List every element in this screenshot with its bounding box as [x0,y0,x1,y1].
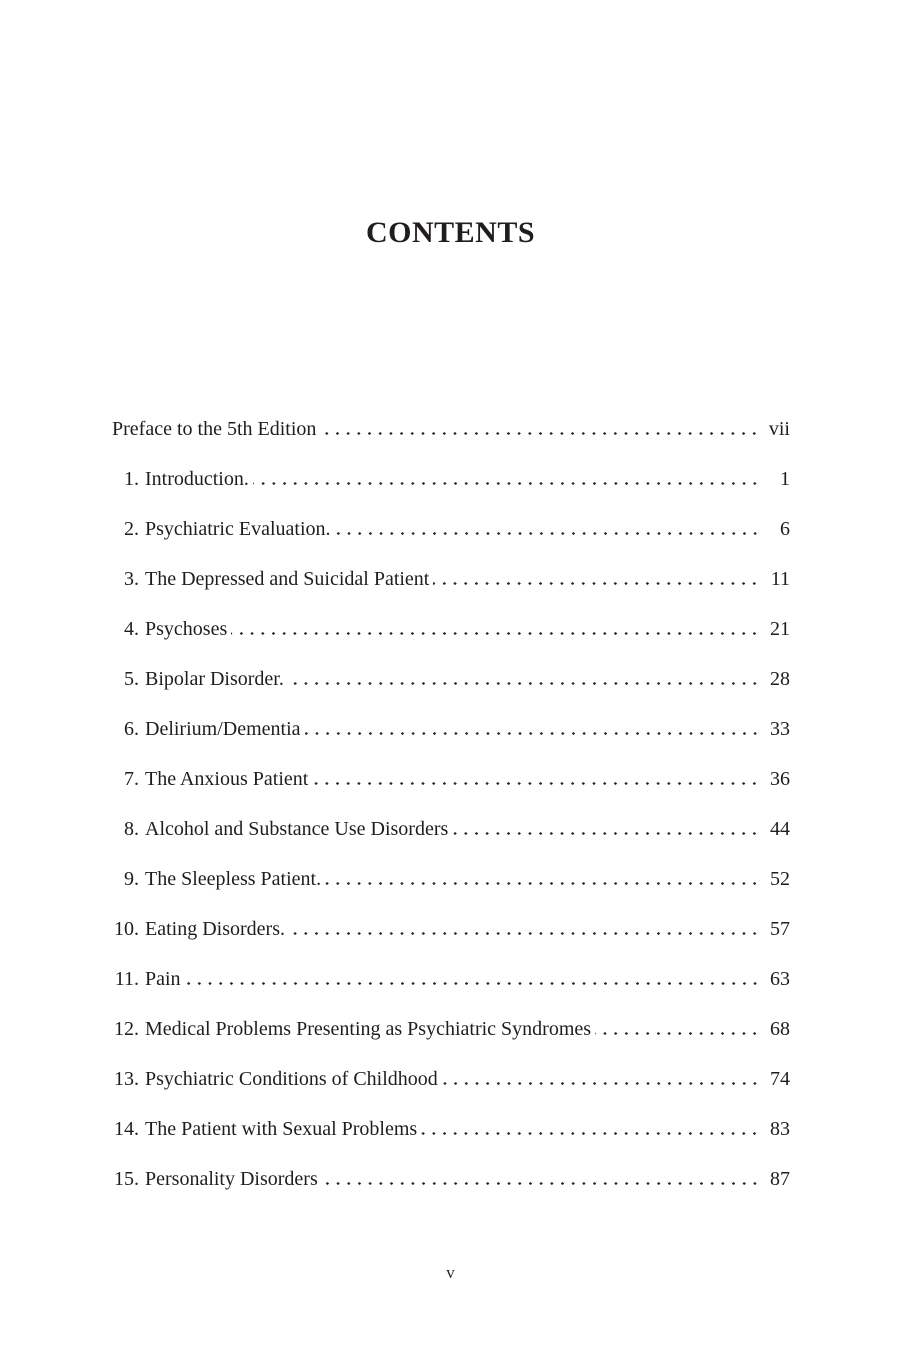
toc-entry [112,1104,790,1154]
entry-label: Introduction. [145,468,249,490]
entry-label: Psychiatric Conditions of Childhood [145,1068,438,1090]
entry-number: 7. [124,768,139,790]
entry-label: Medical Problems Presenting as Psychiatric Syndromes [145,1018,592,1040]
dot-leader [421,1132,760,1135]
toc-entry [112,754,790,804]
dot-leader [335,532,760,535]
toc-entry [112,504,790,554]
entry-number: 15. [114,1168,139,1190]
entry-page: 83 [770,1118,790,1140]
toc-entry [112,554,790,604]
entry-page: 68 [770,1018,790,1040]
toc-entry [112,704,790,754]
entry-page: 11 [770,568,790,590]
entry-label: Psychoses [145,618,228,640]
entry-label: Delirium/Dementia [145,718,301,740]
dot-leader [433,582,760,585]
toc-entry [112,854,790,904]
entry-number: 2. [124,518,139,540]
entry-page: 21 [770,618,790,640]
entry-number: 10. [114,918,139,940]
toc-entry [112,404,790,454]
entry-number: 11. [114,968,139,990]
entry-page: 33 [770,718,790,740]
entry-page: 44 [770,818,790,840]
entry-number: 5. [124,668,139,690]
dot-leader [288,682,760,685]
dot-leader [320,432,760,435]
toc-entry [112,1154,790,1204]
dot-leader [595,1032,760,1035]
toc-list [112,404,790,1204]
dot-leader [312,782,760,785]
entry-number: 14. [114,1118,139,1140]
entry-number: 9. [124,868,139,890]
dot-leader [322,1182,760,1185]
toc-entry [112,954,790,1004]
entry-label: The Depressed and Suicidal Patient [145,568,430,590]
entry-page: 63 [770,968,790,990]
toc-entry [112,604,790,654]
dot-leader [231,632,760,635]
dot-leader [253,482,760,485]
entry-label: Preface to the 5th Edition [112,418,317,440]
toc-entry [112,654,790,704]
entry-number: 6. [124,718,139,740]
toc-entry [112,804,790,854]
toc-entry [112,1004,790,1054]
dot-leader [442,1082,760,1085]
dot-leader [289,932,760,935]
entry-label: The Sleepless Patient. [145,868,322,890]
page-title: CONTENTS [365,216,536,249]
entry-page: 36 [770,768,790,790]
entry-page: 6 [780,518,790,540]
entry-number: 8. [124,818,139,840]
entry-label: Psychiatric Evaluation. [145,518,331,540]
toc-entry [112,1054,790,1104]
entry-number: 12. [114,1018,139,1040]
entry-label: Bipolar Disorder. [145,668,284,690]
entry-label: Eating Disorders. [145,918,285,940]
entry-page: 74 [770,1068,790,1090]
entry-page: 52 [770,868,790,890]
entry-page: 28 [770,668,790,690]
entry-label: Pain [145,968,181,990]
entry-number: 3. [124,568,139,590]
entry-page: vii [768,418,790,440]
entry-number: 4. [124,618,139,640]
toc-entry [112,904,790,954]
dot-leader [452,832,760,835]
entry-label: Personality Disorders [145,1168,318,1190]
dot-leader [325,882,760,885]
dot-leader [305,732,760,735]
entry-number: 1. [124,468,139,490]
entry-page: 1 [780,468,790,490]
dot-leader [185,982,760,985]
entry-page: 87 [770,1168,790,1190]
page-footer-number: v [446,1263,455,1282]
entry-label: The Anxious Patient [145,768,309,790]
entry-label: The Patient with Sexual Problems [145,1118,418,1140]
entry-number: 13. [114,1068,139,1090]
toc-entry [112,454,790,504]
entry-page: 57 [770,918,790,940]
entry-label: Alcohol and Substance Use Disorders [145,818,449,840]
